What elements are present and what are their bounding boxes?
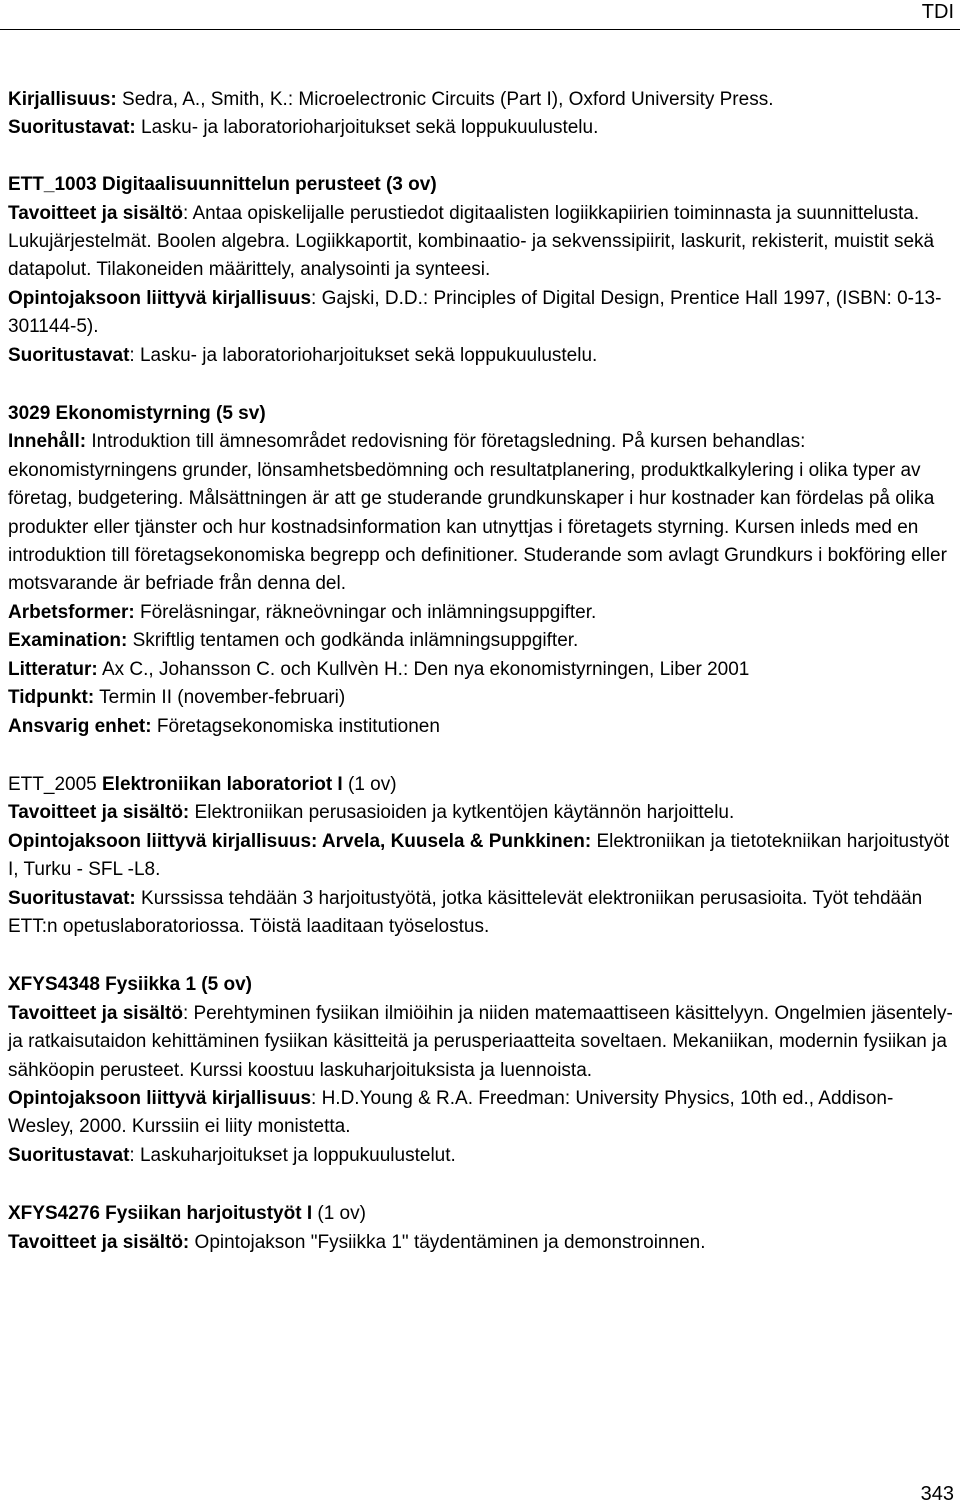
goals-label: Tavoitteet ja sisältö: <box>8 1231 190 1253</box>
exam-label: Examination: <box>8 630 128 652</box>
literature-text: Sedra, A., Smith, K.: Microelectronic Circuits (Part I), Oxford University Press. <box>116 89 774 110</box>
time-text: Termin II (november-februari) <box>94 687 346 709</box>
work-label: Arbetsformer: <box>8 601 135 623</box>
goals-text: Elektroniikan perusasioiden ja kytkentöjen käytännön harjoittelu. <box>189 802 735 824</box>
course-unit <box>8 713 953 741</box>
course-title: XFYS4348 Fysiikka 1 (5 ov) <box>8 974 252 996</box>
performance-label: Suoritustavat: <box>8 887 136 909</box>
work-text: Föreläsningar, räkneövningar och inlämningsuppgifter. <box>134 601 597 623</box>
literature-text: Ax C., Johansson C. och Kullvèn H.: Den nya ekonomistyrningen, Liber 2001 <box>97 658 750 680</box>
course-performance <box>8 1142 953 1170</box>
course-title: 3029 Ekonomistyrning (5 sv) <box>8 403 266 425</box>
course-title: ETT_1003 Digitaalisuunnittelun perusteet (3 ov) <box>8 174 437 196</box>
goals-text: : Perehtyminen fysiikan ilmiöihin ja niiden matemaattiseen käsittelyyn. Ongelmien jäsentely- ja ratkaisutaidon kehittäminen fysiikan käsitteitä ja perusperiaatteita soveltaen. Mekaniikan, modernin fysiikan ja sähköopin perusteet. Kurssi koostuu laskuharjoituksista ja luennoista. <box>8 1002 953 1081</box>
literature-text: : H.D.Young & R.A. Freedman: University Physics, 10th ed., Addison-Wesley, 2000. Kurssiin ei liity monistetta. <box>8 1087 894 1138</box>
course-xfys4276 <box>8 1200 953 1257</box>
course-goals <box>8 200 953 285</box>
literature-text: : Gajski, D.D.: Principles of Digital Design, Prentice Hall 1997, (ISBN: 0-13-301144-5). <box>8 287 942 338</box>
performance-line <box>8 114 953 142</box>
exam-text: Skriftlig tentamen och godkända inlämningsuppgifter. <box>127 630 579 652</box>
course-literature <box>8 1085 953 1142</box>
literature-label: Opintojaksoon liittyvä kirjallisuus <box>8 1087 312 1109</box>
course-code: XFYS4276 <box>8 1203 106 1225</box>
course-name: Fysiikan harjoitustyöt I <box>105 1203 313 1225</box>
course-credits: (1 ov) <box>312 1203 366 1225</box>
page-number: 343 <box>920 1483 954 1505</box>
performance-text: Kurssissa tehdään 3 harjoitustyötä, jotka käsittelevät elektroniikan perusasioita. Työt tehdään ETT:n opetuslaboratoriossa. Töistä laaditaan työselostus. <box>8 887 923 937</box>
course-performance <box>8 885 953 942</box>
course-ett2005 <box>8 771 953 941</box>
goals-label: Tavoitteet ja sisältö <box>8 202 183 224</box>
course-goals <box>8 1229 953 1257</box>
performance-label: Suoritustavat <box>8 1144 130 1166</box>
literature-label: Litteratur: <box>8 658 98 680</box>
performance-label: Suoritustavat <box>8 344 130 366</box>
course-ett1003 <box>8 171 953 370</box>
course-credits: (1 ov) <box>342 773 397 795</box>
course-xfys4348 <box>8 971 953 1170</box>
course-3029 <box>8 400 953 741</box>
section-intro-literature <box>8 86 953 143</box>
course-performance <box>8 342 953 370</box>
literature-label: Kirjallisuus: <box>8 89 117 110</box>
course-goals <box>8 1000 953 1085</box>
performance-label: Suoritustavat: <box>8 117 136 139</box>
literature-text: Elektroniikan ja tietotekniikan harjoitustyöt I, Turku - SFL -L8. <box>8 830 950 881</box>
course-title <box>8 771 953 799</box>
unit-label: Ansvarig enhet: <box>8 715 152 737</box>
unit-text: Företagsekonomiska institutionen <box>151 715 440 737</box>
goals-text: Opintojakson "Fysiikka 1" täydentäminen ja demonstroinnen. <box>189 1231 706 1253</box>
course-time <box>8 684 953 712</box>
goals-text: : Antaa opiskelijalle perustiedot digitaalisten logiikkapiirien toiminnasta ja suunnittelusta. Lukujärjestelmät. Boolen algebra. Logiikkaportit, kombinaatio- ja sekvenssipiirit, laskurit, rekisterit, muistit sekä datapolut. Tilakoneiden määrittely, analysointi ja synteesi. <box>8 202 935 281</box>
document-body <box>8 86 953 1257</box>
course-code: ETT_2005 <box>8 773 102 795</box>
course-goals <box>8 799 953 827</box>
header-divider <box>0 29 960 30</box>
performance-text: : Laskuharjoitukset ja loppukuulustelut. <box>129 1144 456 1166</box>
content-label: Innehåll: <box>8 431 87 453</box>
literature-label: Opintojaksoon liittyvä kirjallisuus: Arvela, Kuusela & Punkkinen: <box>8 830 592 852</box>
course-title <box>8 1200 953 1228</box>
header-tag: TDI <box>921 1 954 23</box>
literature-line <box>8 86 953 114</box>
course-name: Elektroniikan laboratoriot I <box>102 773 343 795</box>
course-content <box>8 428 953 598</box>
course-literature <box>8 828 953 885</box>
performance-text: Lasku- ja laboratorioharjoitukset sekä loppukuulustelu. <box>135 117 599 139</box>
content-text: Introduktion till ämnesområdet redovisning för företagsledning. På kursen behandlas: ekonomistyrningens grunder, lönsamhetsbedömning och resultatplanering, produktkalkylering i olika typer av företag, budgetering. Målsättningen är att ge studerande grundkunskaper i hur kostnader kan fördelas på olika produkter eller tjänster och hur kostnadsinformation kan utnyttjas i företagets styrning. Kursen inleds med en introduktion till företagsekonomiska begrepp och definitioner. Studerande som avlagt Grundkurs i bokföring eller motsvarande är befriade från denna del. <box>8 431 947 595</box>
course-literature <box>8 285 953 342</box>
goals-label: Tavoitteet ja sisältö: <box>8 802 190 824</box>
course-literature <box>8 656 953 684</box>
course-examination <box>8 627 953 655</box>
performance-text: : Lasku- ja laboratorioharjoitukset sekä loppukuulustelu. <box>129 344 598 366</box>
literature-label: Opintojaksoon liittyvä kirjallisuus <box>8 287 312 309</box>
course-work-forms <box>8 599 953 627</box>
goals-label: Tavoitteet ja sisältö <box>8 1002 183 1024</box>
time-label: Tidpunkt: <box>8 687 95 709</box>
